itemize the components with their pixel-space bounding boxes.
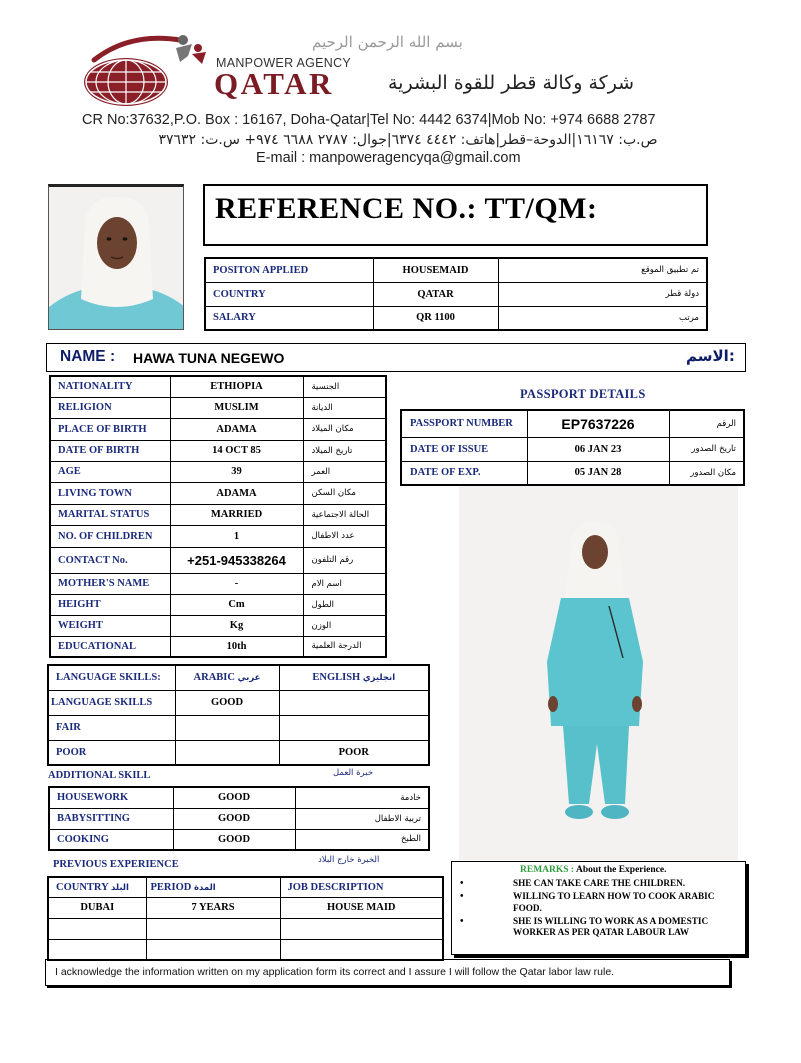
personal-arabic: الدرجة العلمية <box>303 636 386 657</box>
position-label: POSITON APPLIED <box>205 258 373 282</box>
table-row <box>205 282 707 306</box>
arabic-skill-value <box>175 715 279 740</box>
skill-arabic: تربية الاطفال <box>295 808 429 829</box>
table-row <box>48 715 429 740</box>
position-arabic: تم تطبيق الموقع <box>498 258 707 282</box>
list-item: • SHE CAN TAKE CARE THE CHILDREN. <box>458 878 738 890</box>
experience-table <box>47 876 444 961</box>
bismillah-text: بسم الله الرحمن الرحيم <box>312 33 463 51</box>
table-row <box>48 690 429 715</box>
table-row <box>50 504 386 525</box>
table-row <box>49 808 429 829</box>
personal-arabic: مكان السكن <box>303 482 386 504</box>
english-skill-value <box>279 690 429 715</box>
table-row <box>50 547 386 573</box>
personal-label: WEIGHT <box>50 615 170 636</box>
experience-job <box>280 918 443 939</box>
table-row <box>205 258 707 282</box>
expiry-date-label: DATE OF EXP. <box>401 461 527 485</box>
country-column-header <box>48 877 146 897</box>
personal-arabic: مكان الميلاد <box>303 418 386 440</box>
table-row <box>48 740 429 765</box>
country-value: QATAR <box>373 282 498 306</box>
language-row-label: LANGUAGE SKILLS <box>48 690 175 715</box>
remarks-title: REMARKS : <box>520 865 575 875</box>
experience-country: DUBAI <box>48 897 146 918</box>
personal-label: MARITAL STATUS <box>50 504 170 525</box>
skill-label: COOKING <box>49 829 173 850</box>
table-row <box>205 306 707 330</box>
table-row <box>50 594 386 615</box>
personal-arabic: تاريخ الميلاد <box>303 440 386 461</box>
table-row <box>48 665 429 690</box>
personal-label: PLACE OF BIRTH <box>50 418 170 440</box>
name-label: NAME : <box>60 348 116 365</box>
table-row <box>49 829 429 850</box>
personal-label: NATIONALITY <box>50 376 170 397</box>
portrait-illustration <box>49 187 184 330</box>
table-row <box>48 918 443 939</box>
skill-arabic: الطبخ <box>295 829 429 850</box>
period-header-label-ar: المدة <box>193 882 216 893</box>
table-row <box>50 636 386 657</box>
experience-country <box>48 939 146 960</box>
personal-arabic: الجنسية <box>303 376 386 397</box>
personal-label: RELIGION <box>50 397 170 418</box>
skills-table <box>48 786 430 851</box>
arabic-column-label: ARABIC <box>193 672 235 684</box>
skill-value: GOOD <box>173 808 295 829</box>
arabic-column-header <box>175 665 279 690</box>
passport-number-label: PASSPORT NUMBER <box>401 410 527 437</box>
personal-label: MOTHER'S NAME <box>50 573 170 594</box>
remarks-heading <box>520 865 666 875</box>
remarks-subtitle: About the Experience. <box>575 865 667 875</box>
agency-name: QATAR <box>214 66 334 101</box>
personal-arabic: اسم الام <box>303 573 386 594</box>
remarks-list <box>458 878 738 940</box>
issue-date-value: 06 JAN 23 <box>527 437 669 461</box>
personal-value: +251-945338264 <box>170 547 303 573</box>
issue-date-arabic: تاريخ الصدور <box>669 437 744 461</box>
table-row <box>49 787 429 808</box>
personal-value: ETHIOPIA <box>170 376 303 397</box>
expiry-date-value: 05 JAN 28 <box>527 461 669 485</box>
country-label: COUNTRY <box>205 282 373 306</box>
personal-arabic: الديانة <box>303 397 386 418</box>
personal-details-table <box>49 375 387 658</box>
email-line: E-mail : manpoweragencyqa@gmail.com <box>256 150 521 166</box>
personal-value: Cm <box>170 594 303 615</box>
arabic-skill-value <box>175 740 279 765</box>
personal-label: LIVING TOWN <box>50 482 170 504</box>
experience-country <box>48 918 146 939</box>
table-row <box>50 525 386 547</box>
language-row-label: POOR <box>48 740 175 765</box>
expiry-date-arabic: مكان الصدور <box>669 461 744 485</box>
passport-number-value: EP7637226 <box>527 410 669 437</box>
english-column-label-ar: انجليزي <box>362 673 396 684</box>
table-row <box>50 482 386 504</box>
experience-period: 7 YEARS <box>146 897 280 918</box>
personal-label: DATE OF BIRTH <box>50 440 170 461</box>
skill-arabic: خادمة <box>295 787 429 808</box>
name-label-arabic: :الاسم <box>686 347 735 365</box>
portrait-photo <box>48 184 184 330</box>
agency-logo <box>80 30 210 110</box>
personal-label: NO. OF CHILDREN <box>50 525 170 547</box>
personal-arabic: الوزن <box>303 615 386 636</box>
english-column-label: ENGLISH <box>312 672 361 684</box>
reference-box <box>203 184 708 246</box>
table-row <box>50 418 386 440</box>
period-column-header <box>146 877 280 897</box>
personal-arabic: العمر <box>303 461 386 482</box>
salary-label: SALARY <box>205 306 373 330</box>
period-header-label: PERIOD <box>150 881 192 893</box>
contact-line-english: CR No:37632,P.O. Box : 16167, Doha-Qatar|Tel No: 4442 6374|Mob No: +974 6688 2787 <box>82 112 656 128</box>
additional-skill-title-ar: خبرة العمل <box>333 768 374 778</box>
table-row <box>48 897 443 918</box>
issue-date-label: DATE OF ISSUE <box>401 437 527 461</box>
language-row-label: FAIR <box>48 715 175 740</box>
personal-value: ADAMA <box>170 418 303 440</box>
table-row <box>50 461 386 482</box>
agency-name-arabic: شركة وكالة قطر للقوة البشرية <box>388 72 635 94</box>
job-column-header: JOB DESCRIPTION <box>280 877 443 897</box>
previous-experience-title: PREVIOUS EXPERIENCE <box>53 859 179 870</box>
arabic-skill-value: GOOD <box>175 690 279 715</box>
personal-arabic: رقم التلفون <box>303 547 386 573</box>
experience-period <box>146 939 280 960</box>
table-row <box>401 437 744 461</box>
salary-value: QR 1100 <box>373 306 498 330</box>
arabic-column-label-ar: عربي <box>237 673 261 684</box>
skill-label: HOUSEWORK <box>49 787 173 808</box>
personal-value: 1 <box>170 525 303 547</box>
skill-label: BABYSITTING <box>49 808 173 829</box>
experience-period <box>146 918 280 939</box>
table-row <box>50 397 386 418</box>
language-table <box>47 664 430 766</box>
list-item: • WILLING TO LEARN HOW TO COOK ARABIC FOOD. <box>458 891 738 914</box>
table-row <box>48 877 443 897</box>
list-item: • SHE IS WILLING TO WORK AS A DOMESTIC WORKER AS PER QATAR LABOUR LAW <box>458 916 738 939</box>
personal-label: EDUCATIONAL <box>50 636 170 657</box>
personal-arabic: الحالة الاجتماعية <box>303 504 386 525</box>
table-row <box>48 939 443 960</box>
table-row <box>50 573 386 594</box>
experience-job <box>280 939 443 960</box>
additional-skill-title: ADDITIONAL SKILL <box>48 770 151 781</box>
personal-value: MARRIED <box>170 504 303 525</box>
table-row <box>50 440 386 461</box>
skill-value: GOOD <box>173 787 295 808</box>
agency-subtitle: MANPOWER AGENCY <box>216 56 352 70</box>
experience-job: HOUSE MAID <box>280 897 443 918</box>
acknowledgement-box: I acknowledge the information written on my application form its correct and I assure I will follow the Qatar labor law rule. <box>45 959 730 986</box>
personal-arabic: عدد الاطفال <box>303 525 386 547</box>
table-row <box>401 461 744 485</box>
country-arabic: دولة قطر <box>498 282 707 306</box>
full-body-illustration <box>459 486 738 860</box>
personal-value: ADAMA <box>170 482 303 504</box>
passport-title: PASSPORT DETAILS <box>520 387 646 401</box>
passport-table <box>400 409 745 486</box>
position-table <box>204 257 708 331</box>
personal-value: 14 OCT 85 <box>170 440 303 461</box>
table-row <box>401 410 744 437</box>
personal-value: 10th <box>170 636 303 657</box>
name-value: HAWA TUNA NEGEWO <box>133 350 285 366</box>
personal-arabic: الطول <box>303 594 386 615</box>
table-row <box>50 376 386 397</box>
table-row <box>50 615 386 636</box>
language-header-label: LANGUAGE SKILLS: <box>48 665 175 690</box>
skill-value: GOOD <box>173 829 295 850</box>
passport-number-arabic: الرقم <box>669 410 744 437</box>
country-header-label-ar: البلد <box>110 882 129 893</box>
english-skill-value <box>279 715 429 740</box>
position-value: HOUSEMAID <box>373 258 498 282</box>
personal-label: CONTACT No. <box>50 547 170 573</box>
previous-experience-title-ar: الخبرة خارج البلاد <box>318 855 380 865</box>
english-skill-value: POOR <box>279 740 429 765</box>
personal-value: 39 <box>170 461 303 482</box>
country-header-label: COUNTRY <box>56 881 109 893</box>
salary-arabic: مرتب <box>498 306 707 330</box>
english-column-header <box>279 665 429 690</box>
personal-label: AGE <box>50 461 170 482</box>
personal-value: - <box>170 573 303 594</box>
reference-number: REFERENCE NO.: TT/QM: <box>215 192 598 225</box>
personal-label: HEIGHT <box>50 594 170 615</box>
full-body-photo <box>459 486 738 860</box>
personal-value: Kg <box>170 615 303 636</box>
contact-line-arabic: ص.ب: ١٦١٦٧|الدوحة–قطر|هاتف: ٤٤٤٢ ٦٣٧٤|جوال: ٢٧٨٧ ٦٦٨٨ ٩٧٤+ س.ت: ٣٧٦٣٢ <box>158 132 658 148</box>
personal-value: MUSLIM <box>170 397 303 418</box>
